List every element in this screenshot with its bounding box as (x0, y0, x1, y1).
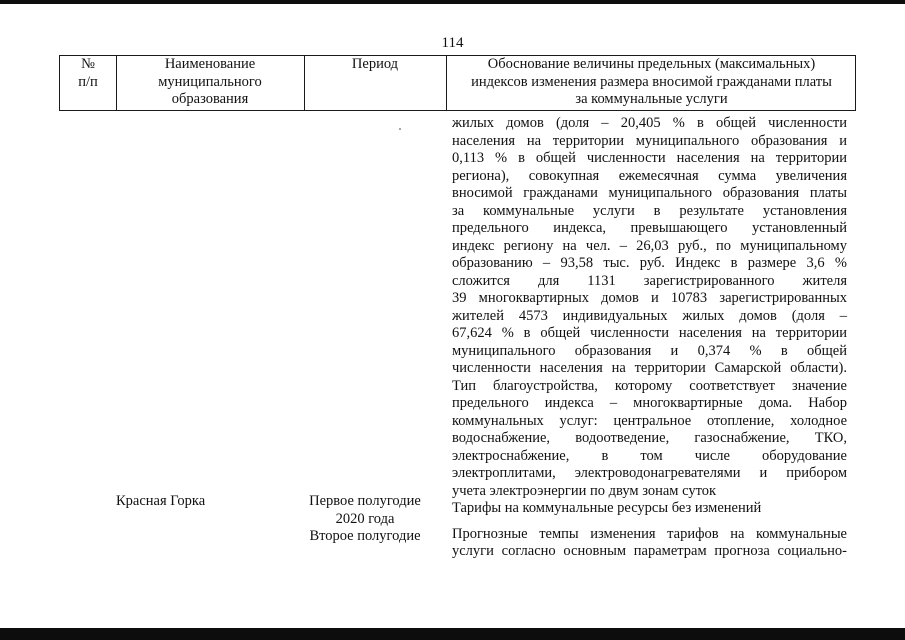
text-line: 67,624 % в общей численности населения на территории (452, 325, 847, 341)
text-line: жилых домов (доля – 20,405 % в общей численности (452, 115, 847, 131)
text-line: индекс региону на чел. – 26,03 руб., по муниципальному (452, 237, 847, 254)
basis-first-half: Тарифы на коммунальные ресурсы без изменений (452, 500, 762, 516)
header-period: Период (351, 56, 399, 72)
text-line: образованию – 93,58 тыс. руб. Индекс в размере 3,6 % (452, 255, 847, 271)
scan-top-border (0, 0, 905, 4)
table-header (59, 55, 856, 111)
text-line: 39 многоквартирных домов и 10783 зарегистрированных (452, 290, 847, 306)
period-second-half: Второе полугодие (309, 528, 421, 544)
text-line: муниципального образования и 0,374 % в общей (452, 342, 847, 359)
page-number: 114 (441, 35, 464, 51)
text-line: за коммунальные услуги в результате установления (452, 202, 847, 219)
text-line: электроплитами, электроводонагревателями и прибором (452, 465, 847, 481)
municipality-name: Красная Горка (116, 493, 206, 509)
text-line: населения на территории муниципального образования и (452, 132, 847, 149)
text-line: электроснабжение, в том числе оборудование (452, 447, 847, 464)
text-line: численности населения на территории Самарской области). (452, 360, 847, 376)
text-line: жителей 4573 индивидуальных жилых домов (доля – (452, 307, 847, 324)
text-line: региона), совокупная ежемесячная сумма увеличения (452, 167, 847, 184)
text-line: Тип благоустройства, которому соответствует значение (452, 377, 847, 394)
text-line: предельного индекса – многоквартирные дома. Набор (452, 395, 847, 411)
scan-bottom-border (0, 628, 905, 640)
text-line: 0,113 % в общей численности населения на территории (452, 150, 847, 166)
header-municipality: Наименование муниципального образования (158, 56, 262, 107)
text-line: сложится для 1131 зарегистрированного жителя (452, 272, 847, 289)
header-number: № п/п (78, 56, 98, 90)
basis-second-half-line: услуги согласно основным параметрам прогноза социально- (452, 543, 847, 559)
scan-speck (399, 128, 401, 130)
basis-second-half-line: Прогнозные темпы изменения тарифов на коммунальные (452, 525, 847, 542)
text-line: учета электроэнергии по двум зонам суток (452, 482, 717, 499)
period-first-half: Первое полугодие 2020 года (309, 493, 421, 527)
basis-column (452, 115, 847, 561)
text-line: вносимой гражданами муниципального образования платы (452, 185, 847, 201)
text-line: водоснабжение, водоотведение, газоснабжение, ТКО, (452, 430, 847, 446)
text-line: предельного индекса, превышающего установленный (452, 220, 847, 236)
continued-paragraph (452, 115, 847, 500)
text-line: коммунальных услуг: центральное отопление, холодное (452, 412, 847, 429)
header-basis: Обоснование величины предельных (максимальных) индексов изменения размера вносимой гражданами платы за коммунальные услуги (471, 56, 832, 107)
